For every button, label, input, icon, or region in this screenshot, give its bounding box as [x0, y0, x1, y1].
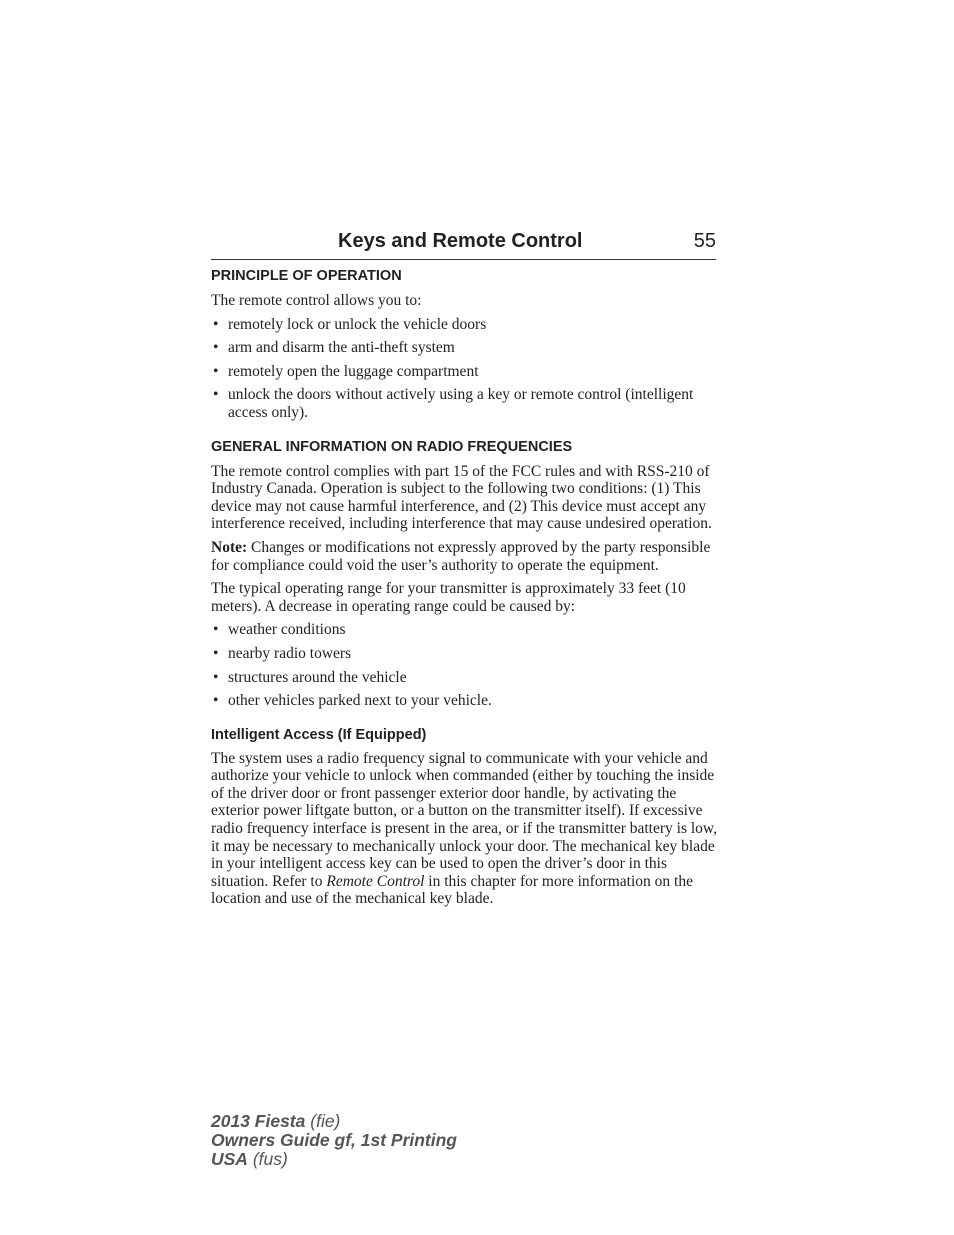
list-item: • arm and disarm the anti-theft system — [211, 339, 719, 357]
fcc-paragraph: The remote control complies with part 15 of the FCC rules and with RSS-210 of Industry Canada. Operation is subject to the following two conditions: (1) This device may not cause harmful interference, and (2) This device must accept any interference received, including interference that may cause undesired operation. — [211, 462, 712, 533]
list-item: • structures around the vehicle — [211, 669, 719, 687]
footer-market: USA — [211, 1149, 248, 1169]
footer-model: 2013 Fiesta — [211, 1111, 306, 1131]
note-text: Changes or modifications not expressly approved by the party responsible for compliance could void the user’s authority to operate the equipment. — [211, 538, 711, 574]
subsection-heading-intelligent-access: Intelligent Access (If Equipped) — [211, 726, 427, 743]
feature-list — [211, 316, 719, 422]
list-item: • remotely open the luggage compartment — [211, 363, 719, 381]
intelligent-access-paragraph — [211, 750, 719, 908]
section-intro: The remote control allows you to: — [211, 292, 422, 309]
note-label: Note: — [211, 538, 248, 556]
footer-line — [211, 1131, 457, 1150]
range-paragraph: The typical operating range for your transmitter is approximately 33 feet (10 meters). A decrease in operating range could be caused by: — [211, 580, 686, 615]
footer-line — [211, 1112, 457, 1131]
list-item: • nearby radio towers — [211, 645, 719, 663]
footer-code: (fie) — [310, 1111, 341, 1131]
footer-code: (fus) — [252, 1149, 288, 1169]
page-footer — [211, 1112, 457, 1169]
note-paragraph — [211, 539, 719, 574]
chapter-title: Keys and Remote Control — [338, 230, 583, 252]
list-item: • weather conditions — [211, 621, 719, 639]
paragraph-text: in this chapter for more information on the location and use of the mechanical key blade. — [211, 872, 693, 908]
cross-reference: Remote Control — [326, 872, 425, 890]
footer-line — [211, 1150, 457, 1169]
list-item: • other vehicles parked next to your vehicle. — [211, 692, 719, 710]
page-content — [211, 267, 719, 914]
range-factors-list — [211, 621, 719, 709]
section-heading-principle: PRINCIPLE OF OPERATION — [211, 268, 402, 284]
list-item: • unlock the doors without actively using a key or remote control (intelligent access only). — [211, 386, 719, 421]
page-number: 55 — [693, 230, 716, 252]
section-heading-radio: GENERAL INFORMATION ON RADIO FREQUENCIES — [211, 438, 573, 455]
footer-printing: Owners Guide gf, 1st Printing — [211, 1130, 457, 1150]
page-header — [211, 230, 716, 260]
list-item: • remotely lock or unlock the vehicle doors — [211, 316, 719, 334]
paragraph-text: The system uses a radio frequency signal to communicate with your vehicle and authorize your vehicle to unlock when commanded (either by touching the inside of the driver door or front passenger exterior door handle, by activating the exterior power liftgate button, or a button on the transmitter itself). If excessive radio frequency interface is present in the area, or if the transmitter battery is low, it may be necessary to mechanically unlock your door. The mechanical key blade in your intelligent access key can be used to open the driver’s door in this situation. Refer to — [211, 749, 717, 890]
